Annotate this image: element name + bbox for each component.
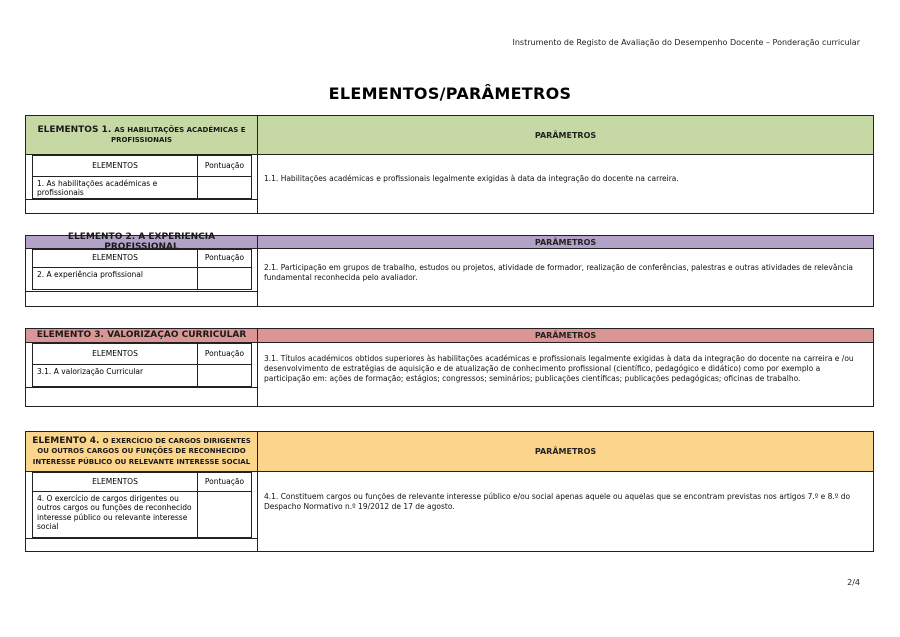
score-column-header: Pontuação — [204, 477, 245, 486]
section-2-parameter: 2.1. Participação em grupos de trabalho, estudos ou projetos, atividade de formador, realização de conferências, palestras e outras atividades de relevância fundamental reconhecida pelo avaliador. — [264, 263, 854, 283]
section-2-title: ELEMENTO 2. A EXPERIENCIA PROFISSIONAL — [26, 236, 257, 249]
score-column-header: Pontuação — [204, 349, 245, 358]
section-2-elements-table — [32, 249, 252, 290]
document-header: Instrumento de Registo de Avaliação do Desempenho Docente – Ponderação curricular — [512, 38, 860, 47]
section-1-params-header: PARÂMETROS — [258, 116, 873, 155]
elements-column-header: ELEMENTOS — [33, 344, 198, 364]
score-cell[interactable] — [198, 365, 251, 386]
element-cell: 2. A experiência profissional — [33, 268, 198, 289]
section-4-elements-table — [32, 472, 252, 538]
score-cell[interactable] — [198, 177, 251, 198]
section-4 — [25, 431, 874, 552]
section-1-elements-table — [32, 155, 252, 199]
elements-column-header: ELEMENTOS — [33, 250, 198, 267]
score-column-header: Pontuação — [204, 253, 245, 262]
score-column-header: Pontuação — [204, 161, 245, 170]
element-cell: 1. As habilitações académicas e profissionais — [33, 177, 198, 198]
score-cell[interactable] — [198, 492, 251, 537]
section-4-title: ELEMENTO 4. O EXERCÍCIO DE CARGOS DIRIGENTES OU OUTROS CARGOS OU FUNÇÕES DE RECONHECIDO INTERESSE PÚBLICO OU RELEVANTE INTERESSE SOCIAL — [26, 432, 257, 472]
element-cell: 3.1. A valorização Curricular — [33, 365, 198, 386]
score-cell[interactable] — [198, 268, 251, 289]
section-1-parameter: 1.1. Habilitações académicas e profissionais legalmente exigidas à data da integração do docente na carreira. — [264, 174, 679, 183]
elements-column-header: ELEMENTOS — [33, 473, 198, 491]
section-3-params-header: PARÂMETROS — [258, 329, 873, 343]
section-3-title: ELEMENTO 3. VALORIZAÇAO CURRICULAR — [26, 329, 257, 343]
section-3 — [25, 328, 874, 407]
section-3-parameter: 3.1. Títulos académicos obtidos superiores às habilitações académicas e profissionais legalmente exigidas à data da integração do docente na carreira e /ou desenvolvimento de estratégias de aquisição e de atualização de conhecimento profissional (científico, pedagógico e didático) como por exemplo a participação em: ações de formação; estágios; congressos; seminários; publicações científicas; publicações pedagógicas; oficinas de trabalho. — [264, 354, 854, 384]
divider — [26, 199, 257, 200]
divider — [26, 387, 257, 388]
elements-column-header: ELEMENTOS — [33, 156, 198, 176]
element-cell: 4. O exercício de cargos dirigentes ou outros cargos ou funções de reconhecido interesse público ou relevante interesse social — [33, 492, 198, 537]
section-4-params-header: PARÂMETROS — [258, 432, 873, 472]
page-title: ELEMENTOS/PARÂMETROS — [328, 84, 572, 103]
section-2 — [25, 231, 874, 307]
page-number: 2/4 — [847, 578, 860, 587]
section-1-title: ELEMENTOS 1. AS HABILITAÇÕES ACADÉMICAS E PROFISSIONAIS — [26, 116, 257, 155]
section-1 — [25, 115, 874, 214]
divider — [26, 538, 257, 539]
section-3-elements-table — [32, 343, 252, 387]
divider — [26, 291, 257, 292]
section-2-params-header: PARÂMETROS — [258, 236, 873, 249]
section-4-parameter: 4.1. Constituem cargos ou funções de relevante interesse público e/ou social apenas aquele ou aquelas que se encontram previstas nos artigos 7.º e 8.º do Despacho Normativo n.º 19/2012 de 17 de agosto. — [264, 492, 851, 512]
